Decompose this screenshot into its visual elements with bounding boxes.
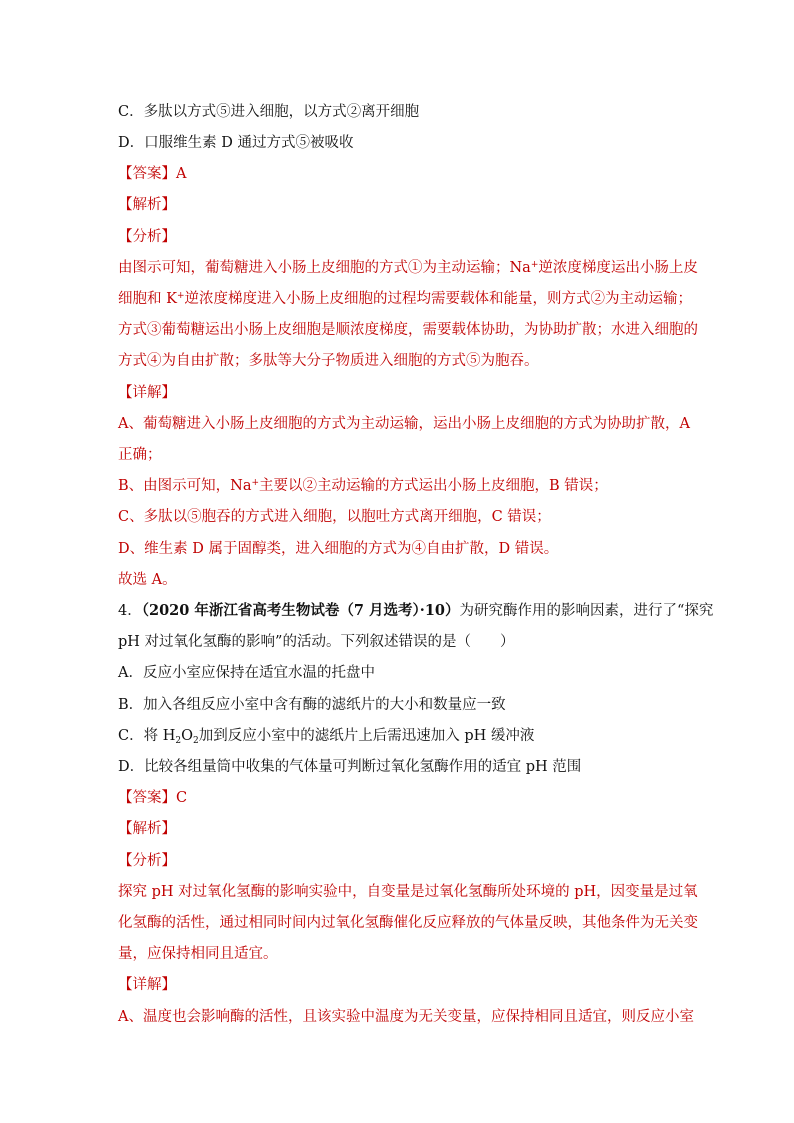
- prev-conclusion: 故选 A。: [118, 572, 177, 588]
- detail-text: B、由图示可知，Na: [118, 478, 252, 494]
- subscript: 2: [192, 736, 199, 746]
- analysis-text: 由图示可知，葡萄糖进入小肠上皮细胞的方式①为主动运输；Na: [118, 260, 531, 276]
- answer-value: C: [176, 790, 188, 806]
- analysis-text: 逆浓度梯度运出小肠上皮: [538, 260, 698, 276]
- q4-stem-line-2: pH 对过氧化氢酶的影响”的活动。下列叙述错误的是（ ）: [118, 634, 515, 650]
- question-number: 4．: [118, 603, 142, 619]
- superscript: +: [176, 291, 185, 301]
- q4-option-b: B．加入各组反应小室中含有酶的滤纸片的大小和数量应一致: [118, 697, 506, 713]
- prev-detail-c: C、多肽以⑤胞吞的方式进入细胞，以胞吐方式离开细胞，C 错误；: [118, 509, 551, 525]
- option-text: C．将 H: [118, 728, 176, 744]
- q4-xiangjie-label: 【详解】: [118, 977, 176, 993]
- q4-analysis-line-2: 化氢酶的活性，通过相同时间内过氧化氢酶催化反应释放的气体量反映，其他条件为无关变: [118, 915, 698, 931]
- prev-detail-d: D、维生素 D 属于固醇类，进入细胞的方式为④自由扩散，D 错误。: [118, 541, 559, 557]
- q4-answer: [118, 788, 683, 808]
- superscript: +: [530, 260, 539, 270]
- answer-label: 【答案】: [118, 790, 176, 806]
- prev-option-d: D．口服维生素 D 通过方式⑤被吸收: [118, 135, 354, 151]
- prev-detail-a-line-1: A、葡萄糖进入小肠上皮细胞的方式为主动运输，运出小肠上皮细胞的方式为协助扩散，A: [118, 416, 690, 432]
- prev-fenxi-label: 【分析】: [118, 229, 176, 245]
- q4-analysis-line-3: 量，应保持相同且适宜。: [118, 946, 278, 962]
- prev-xiangjie-label: 【详解】: [118, 385, 176, 401]
- subscript: 2: [175, 736, 182, 746]
- detail-text: 主要以②主动运输的方式运出小肠上皮细胞，B 错误；: [259, 478, 608, 494]
- q4-stem-line-1: [118, 601, 714, 621]
- question-source: （2020 年浙江省高考生物试卷（7 月选考）·10）: [141, 602, 460, 619]
- prev-analysis-line-2: [118, 289, 692, 309]
- q4-option-c: [118, 726, 683, 746]
- superscript: +: [251, 478, 260, 488]
- q4-fenxi-label: 【分析】: [118, 853, 176, 869]
- answer-value: A: [176, 166, 187, 182]
- q4-option-d: D．比较各组量筒中收集的气体量可判断过氧化氢酶作用的适宜 pH 范围: [118, 759, 582, 775]
- analysis-text: 逆浓度梯度进入小肠上皮细胞的过程均需要载体和能量，则方式②为主动运输；: [184, 291, 692, 307]
- option-text: O: [181, 728, 193, 744]
- q4-analysis-line-1: 探究 pH 对过氧化氢酶的影响实验中，自变量是过氧化氢酶所处环境的 pH，因变量是过氧: [118, 884, 698, 900]
- prev-answer: [118, 164, 683, 184]
- prev-analysis-line-4: 方式④为自由扩散；多肽等大分子物质进入细胞的方式⑤为胞吞。: [118, 353, 539, 369]
- q4-option-a: A．反应小室应保持在适宜水温的托盘中: [118, 665, 375, 681]
- prev-jiexi-label: 【解析】: [118, 197, 176, 213]
- option-text: 加到反应小室中的滤纸片上后需迅速加入 pH 缓冲液: [198, 728, 535, 744]
- q4-jiexi-label: 【解析】: [118, 821, 176, 837]
- prev-option-c: C．多肽以方式⑤进入细胞，以方式②离开细胞: [118, 104, 420, 120]
- q4-detail-a-line-1: A、温度也会影响酶的活性，且该实验中温度为无关变量，应保持相同且适宜，则反应小室: [118, 1009, 694, 1025]
- prev-detail-b: [118, 476, 683, 496]
- prev-analysis-line-3: 方式③葡萄糖运出小肠上皮细胞是顺浓度梯度，需要载体协助，为协助扩散；水进入细胞的: [118, 322, 698, 338]
- prev-detail-a-line-2: 正确；: [118, 447, 162, 463]
- analysis-text: 细胞和 K: [118, 291, 177, 307]
- prev-analysis-line-1: [118, 258, 698, 278]
- question-stem: 为研究酶作用的影响因素，进行了“探究: [459, 603, 714, 619]
- answer-label: 【答案】: [118, 166, 176, 182]
